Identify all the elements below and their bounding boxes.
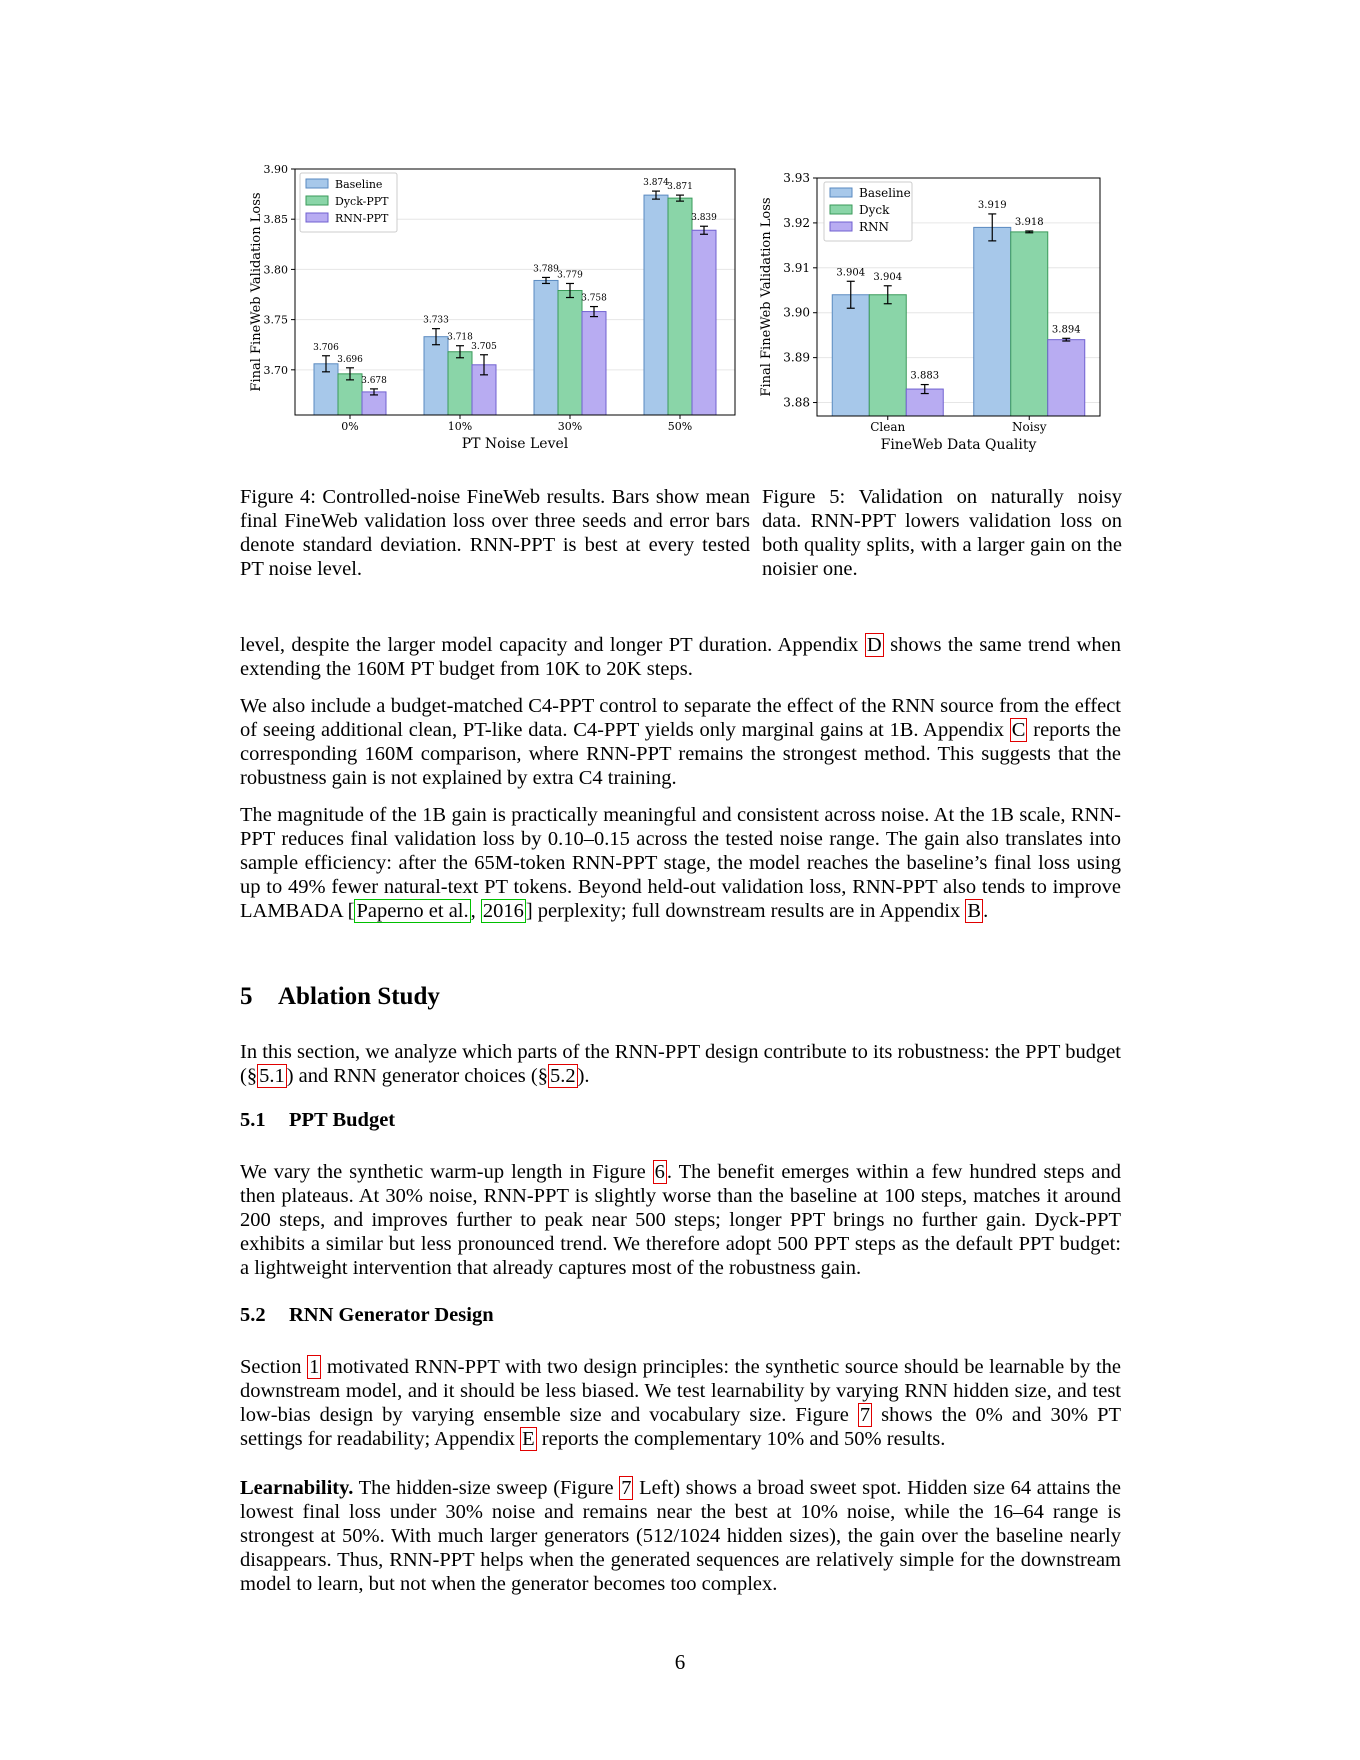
data-label: 3.919 bbox=[977, 199, 1007, 211]
figure-4 bbox=[240, 160, 740, 460]
data-label: 3.733 bbox=[423, 315, 449, 326]
section-number: 5 bbox=[240, 983, 253, 1010]
x-tick-label: 50% bbox=[667, 420, 693, 433]
text: Left) shows a broad sweet spot. Hidden size 64 attains the lowest final loss under 30% noise and remains near the best at 10% noise, while the 16–64 range is strongest at 50%. With much larger generators (512/1024 hidden sizes), the gain over the baseline nearly disappears. Thus, RNN-PPT helps when the generated sequences are relatively simple for the downstream model to learn, but not when the generator becomes too complex. bbox=[240, 1477, 1121, 1595]
text: In this section, we analyze which parts of the RNN-PPT design contribute to its robustness: the PPT budget (§ bbox=[240, 1041, 1121, 1087]
paragraph-7 bbox=[240, 1476, 1121, 1596]
text: shows the 0% and 30% PT settings for readability; Appendix bbox=[240, 1404, 1121, 1450]
citation-paperno-link[interactable]: Paperno et al. bbox=[356, 900, 469, 922]
text: Section bbox=[240, 1356, 308, 1378]
bar-dyck-ppt bbox=[668, 198, 692, 415]
data-label: 3.678 bbox=[361, 375, 387, 386]
legend-label: Baseline bbox=[335, 178, 383, 191]
legend-swatch bbox=[306, 179, 328, 188]
text: reports the complementary 10% and 50% results. bbox=[536, 1428, 946, 1450]
body-block-2 bbox=[240, 1040, 1121, 1088]
text: The magnitude of the 1B gain is practically meaningful and consistent across noise. At the 1B scale, RNN-PPT reduces final validation loss by 0.10–0.15 across the tested noise range. The gain also translates into sample efficiency: after the 65M-token RNN-PPT stage, the model reaches the baseline’s final loss using up to 49% fewer natural-text PT tokens. Beyond held-out validation loss, RNN-PPT also tends to improve LAMBADA [ bbox=[240, 804, 1121, 922]
bar-rnn-ppt bbox=[692, 230, 716, 415]
figure-6-link[interactable]: 6 bbox=[654, 1161, 665, 1183]
bar-dyck bbox=[869, 295, 906, 416]
legend bbox=[824, 182, 912, 241]
paragraph-1 bbox=[240, 633, 1121, 681]
section-1-link[interactable]: 1 bbox=[309, 1356, 320, 1378]
section-5-1-link[interactable]: 5.1 bbox=[259, 1065, 285, 1087]
legend-label: RNN-PPT bbox=[335, 212, 389, 225]
text: . The benefit emerges within a few hundred steps and then plateaus. At 30% noise, RNN-PPT is slightly worse than the baseline at 100 steps, matches it around 200 steps, and improves further to peak near 500 steps; longer PPT brings no further gain. Dyck-PPT exhibits a similar but less pronounced trend. We therefore adopt 500 PPT steps as the default PPT budget: a lightweight intervention that already captures most of the robustness gain. bbox=[240, 1161, 1122, 1279]
data-label: 3.904 bbox=[836, 267, 866, 279]
figure-7-link[interactable]: 7 bbox=[859, 1404, 871, 1426]
text: reports the corresponding 160M comparison, where RNN-PPT remains the strongest method. This suggests that the robustness gain is not explained by extra C4 training. bbox=[240, 719, 1121, 789]
text: ] perplexity; full downstream results are in Appendix bbox=[525, 900, 966, 922]
legend-swatch bbox=[830, 222, 852, 231]
bar-rnn bbox=[1048, 340, 1085, 416]
text: , bbox=[470, 900, 481, 922]
bar-dyck bbox=[1011, 232, 1048, 416]
text: We also include a budget-matched C4-PPT control to separate the effect of the RNN source from the effect of seeing additional clean, PT-like data. C4-PPT yields only marginal gains at 1B. Appendix bbox=[240, 695, 1121, 741]
legend-swatch bbox=[306, 196, 328, 205]
text: We vary the synthetic warm-up length in Figure bbox=[240, 1161, 653, 1183]
data-label: 3.904 bbox=[873, 271, 903, 283]
subsection-title: PPT Budget bbox=[289, 1109, 396, 1131]
data-label: 3.696 bbox=[337, 354, 363, 365]
x-tick-label: Noisy bbox=[1012, 420, 1047, 434]
text: . bbox=[983, 900, 989, 922]
text: ). bbox=[577, 1065, 590, 1087]
text: shows the same trend when extending the 160M PT budget from 10K to 20K steps. bbox=[240, 634, 1122, 680]
y-tick-label: 3.93 bbox=[783, 171, 810, 185]
data-label: 3.871 bbox=[667, 182, 693, 193]
text: level, despite the larger model capacity and longer PT duration. Appendix bbox=[240, 634, 865, 656]
legend-label: Dyck-PPT bbox=[335, 195, 389, 208]
y-tick-label: 3.89 bbox=[783, 350, 810, 365]
y-tick-label: 3.85 bbox=[263, 213, 288, 227]
section-5-heading bbox=[240, 983, 440, 1011]
y-tick-label: 3.90 bbox=[263, 163, 288, 176]
legend-label: RNN bbox=[859, 220, 890, 234]
section-title: Ablation Study bbox=[278, 983, 440, 1010]
legend-label: Baseline bbox=[859, 186, 911, 200]
page-number: 6 bbox=[674, 1650, 686, 1674]
legend-label: Dyck bbox=[859, 203, 890, 217]
x-tick-label: 0% bbox=[341, 420, 359, 433]
y-tick-label: 3.70 bbox=[263, 363, 288, 377]
bar-dyck-ppt bbox=[448, 352, 472, 415]
legend-swatch bbox=[306, 213, 328, 222]
paragraph-4 bbox=[240, 1040, 1121, 1088]
appendix-e-link[interactable]: E bbox=[522, 1428, 535, 1450]
y-tick-label: 3.80 bbox=[263, 263, 288, 277]
section-5-1-heading bbox=[240, 1109, 395, 1132]
body-block-4 bbox=[240, 1355, 1121, 1596]
figure-5-chart bbox=[755, 160, 1125, 460]
bar-baseline bbox=[424, 337, 448, 415]
figure-4-caption: Figure 4: Controlled-noise FineWeb results. Bars show mean final FineWeb validation loss over three seeds and error bars denote standard deviation. RNN-PPT is best at every tested PT noise level. bbox=[240, 486, 750, 580]
bar-dyck-ppt bbox=[558, 290, 582, 415]
figure-7-link[interactable]: 7 bbox=[621, 1477, 632, 1499]
y-tick-label: 3.88 bbox=[783, 395, 810, 410]
x-tick-label: Clean bbox=[870, 420, 906, 434]
x-tick-label: 10% bbox=[447, 420, 473, 433]
legend bbox=[300, 173, 397, 232]
subsection-number: 5.2 bbox=[240, 1304, 266, 1326]
data-label: 3.894 bbox=[1051, 324, 1081, 336]
y-tick-label: 3.91 bbox=[783, 260, 810, 275]
paragraph-lead: Learnability. bbox=[240, 1477, 354, 1499]
data-label: 3.706 bbox=[313, 342, 339, 353]
text: motivated RNN-PPT with two design principles: the synthetic source should be learnable by the downstream model, and it should be less biased. We test learnability by varying RNN hidden size, and test low-bias design by varying ensemble size and vocabulary size. Figure bbox=[240, 1356, 1121, 1426]
paragraph-3 bbox=[240, 803, 1121, 923]
data-label: 3.839 bbox=[691, 213, 717, 224]
subsection-number: 5.1 bbox=[240, 1109, 266, 1131]
bar-baseline bbox=[974, 227, 1011, 416]
bar-baseline bbox=[832, 295, 869, 416]
y-axis-label: Final FineWeb Validation Loss bbox=[249, 192, 264, 392]
paragraph-5 bbox=[240, 1160, 1121, 1280]
x-tick-label: 30% bbox=[557, 420, 583, 433]
figure-4-chart bbox=[240, 160, 740, 460]
data-label: 3.883 bbox=[910, 370, 940, 382]
citation-2016-link[interactable]: 2016 bbox=[482, 900, 524, 922]
data-label: 3.705 bbox=[471, 341, 497, 352]
bar-baseline bbox=[534, 280, 558, 415]
bar-rnn-ppt bbox=[582, 312, 606, 415]
y-tick-label: 3.92 bbox=[783, 215, 810, 230]
appendix-c-link[interactable]: C bbox=[1011, 719, 1026, 741]
data-label: 3.779 bbox=[557, 270, 583, 281]
subsection-title: RNN Generator Design bbox=[289, 1304, 494, 1326]
legend-swatch bbox=[830, 188, 852, 197]
y-tick-label: 3.75 bbox=[263, 313, 288, 327]
text: The hidden-size sweep (Figure bbox=[353, 1477, 620, 1499]
paragraph-6 bbox=[240, 1355, 1121, 1451]
data-label: 3.918 bbox=[1014, 216, 1044, 228]
appendix-d-link[interactable]: D bbox=[866, 634, 882, 656]
body-block-1 bbox=[240, 633, 1121, 923]
bar-baseline bbox=[644, 195, 668, 415]
figure-5 bbox=[755, 160, 1125, 460]
y-tick-label: 3.90 bbox=[783, 305, 810, 320]
section-5-2-heading bbox=[240, 1304, 494, 1327]
section-5-2-link[interactable]: 5.2 bbox=[549, 1065, 576, 1087]
data-label: 3.789 bbox=[533, 264, 559, 275]
legend-swatch bbox=[830, 205, 852, 214]
appendix-b-link[interactable]: B bbox=[967, 900, 982, 922]
figure-5-caption: Figure 5: Validation on naturally noisy data. RNN-PPT lowers validation loss on both quality splits, with a larger gain on the noisier one. bbox=[762, 486, 1122, 580]
y-axis-label: Final FineWeb Validation Loss bbox=[759, 197, 774, 397]
text: ) and RNN generator choices (§ bbox=[286, 1065, 548, 1087]
x-axis-label: FineWeb Data Quality bbox=[880, 437, 1037, 453]
data-label: 3.758 bbox=[581, 293, 607, 304]
data-label: 3.874 bbox=[643, 178, 669, 189]
data-label: 3.718 bbox=[447, 332, 473, 343]
body-block-3 bbox=[240, 1160, 1121, 1280]
x-axis-label: PT Noise Level bbox=[461, 436, 569, 452]
paragraph-2 bbox=[240, 694, 1121, 790]
